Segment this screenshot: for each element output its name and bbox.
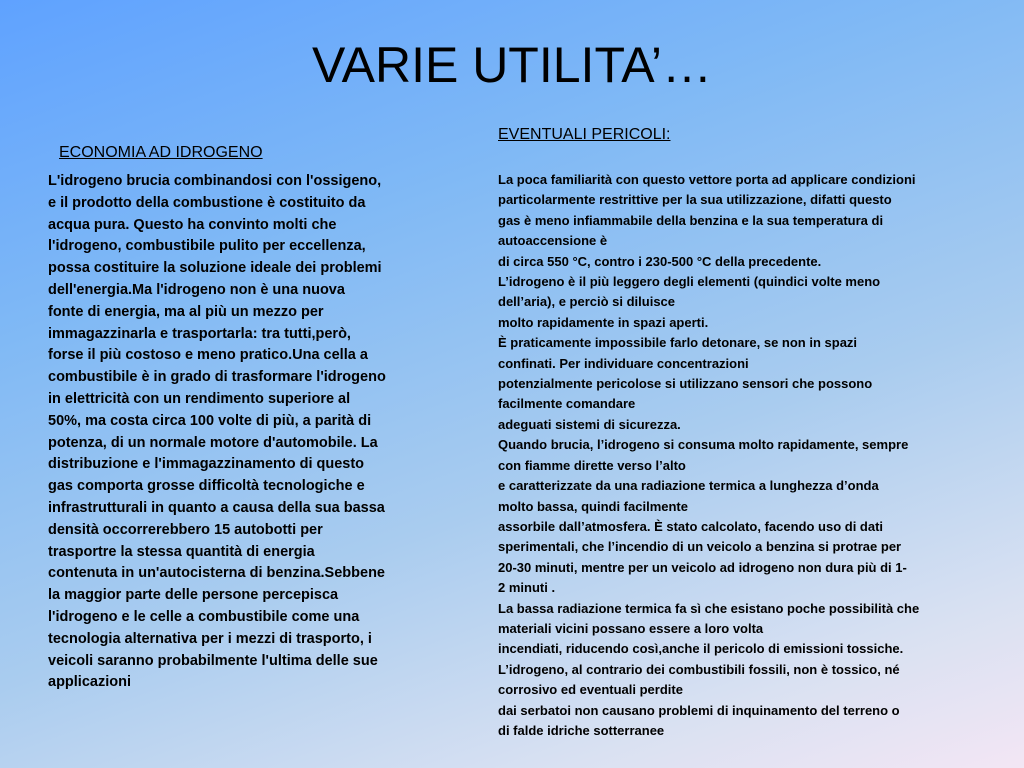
economy-heading: ECONOMIA AD IDROGENO: [59, 144, 263, 161]
slide-title: VARIE UTILITA’…: [311, 37, 713, 93]
dangers-body-text: La poca familiarità con questo vettore porta ad applicare condizioni particolarmente restrittive per la sua utilizzazione, difatti questo gas è meno infiammabile della benzina e la sua temperatura di autoaccensione è di circa 550 °C, contro i 230-500 °C della precedente. L’idrogeno è il più leggero degli elementi (quindici volte meno dell’aria), e perciò si diluisce molto rapidamente in spazi aperti. È praticamente impossibile farlo detonare, se non in spazi confinati. Per individuare concentrazioni potenzialmente pericolose si utilizzano sensori che possono facilmente comandare adeguati sistemi di sicurezza. Quando brucia, l’idrogeno si consuma molto rapidamente, sempre con fiamme dirette verso l’alto e caratterizzate da una radiazione termica a lunghezza d’onda molto bassa, quindi facilmente assorbile dall’atmosfera. È stato calcolato, facendo uso di dati sperimentali, che l’incendio di un veicolo a benzina si protrae per 20-30 minuti, mentre per un veicolo ad idrogeno non dura più di 1- 2 minuti . La bassa radiazione termica fa sì che esistano poche possibilità che materiali vicini possano essere a loro volta incendiati, riducendo così,anche il pericolo di emissioni tossiche. L’idrogeno, al contrario dei combustibili fossili, non è tossico, né corrosivo ed eventuali perdite dai serbatoi non causano problemi di inquinamento del terreno o di falde idriche sotterranee: [498, 172, 920, 738]
dangers-heading: EVENTUALI PERICOLI:: [498, 126, 671, 143]
economy-body-text: L'idrogeno brucia combinandosi con l'ossigeno, e il prodotto della combustione è costituito da acqua pura. Questo ha convinto molti che l'idrogeno, combustibile pulito per eccellenza, possa costituire la soluzione ideale dei problemi dell'energia.Ma l'idrogeno non è una nuova fonte di energia, ma al più un mezzo per immagazzinarla e trasportarla: tra tutti,però, forse il più costoso e meno pratico.Una cella a combustibile è in grado di trasformare l'idrogeno in elettricità con un rendimento superiore al 50%, ma costa circa 100 volte di più, a parità di potenza, di un normale motore d'automobile. La distribuzione e l'immagazzinamento di questo gas comporta grosse difficoltà tecnologiche e infrastrutturali in quanto a causa della sua bassa densità occorrerebbero 15 autobotti per trasportre la stessa quantità di energia contenuta in un'autocisterna di benzina.Sebbene la maggior parte delle persone percepisca l'idrogeno e le celle a combustibile come una tecnologia alternativa per i mezzi di trasporto, i veicoli saranno probabilmente l'ultima delle sue applicazioni: [48, 173, 386, 691]
